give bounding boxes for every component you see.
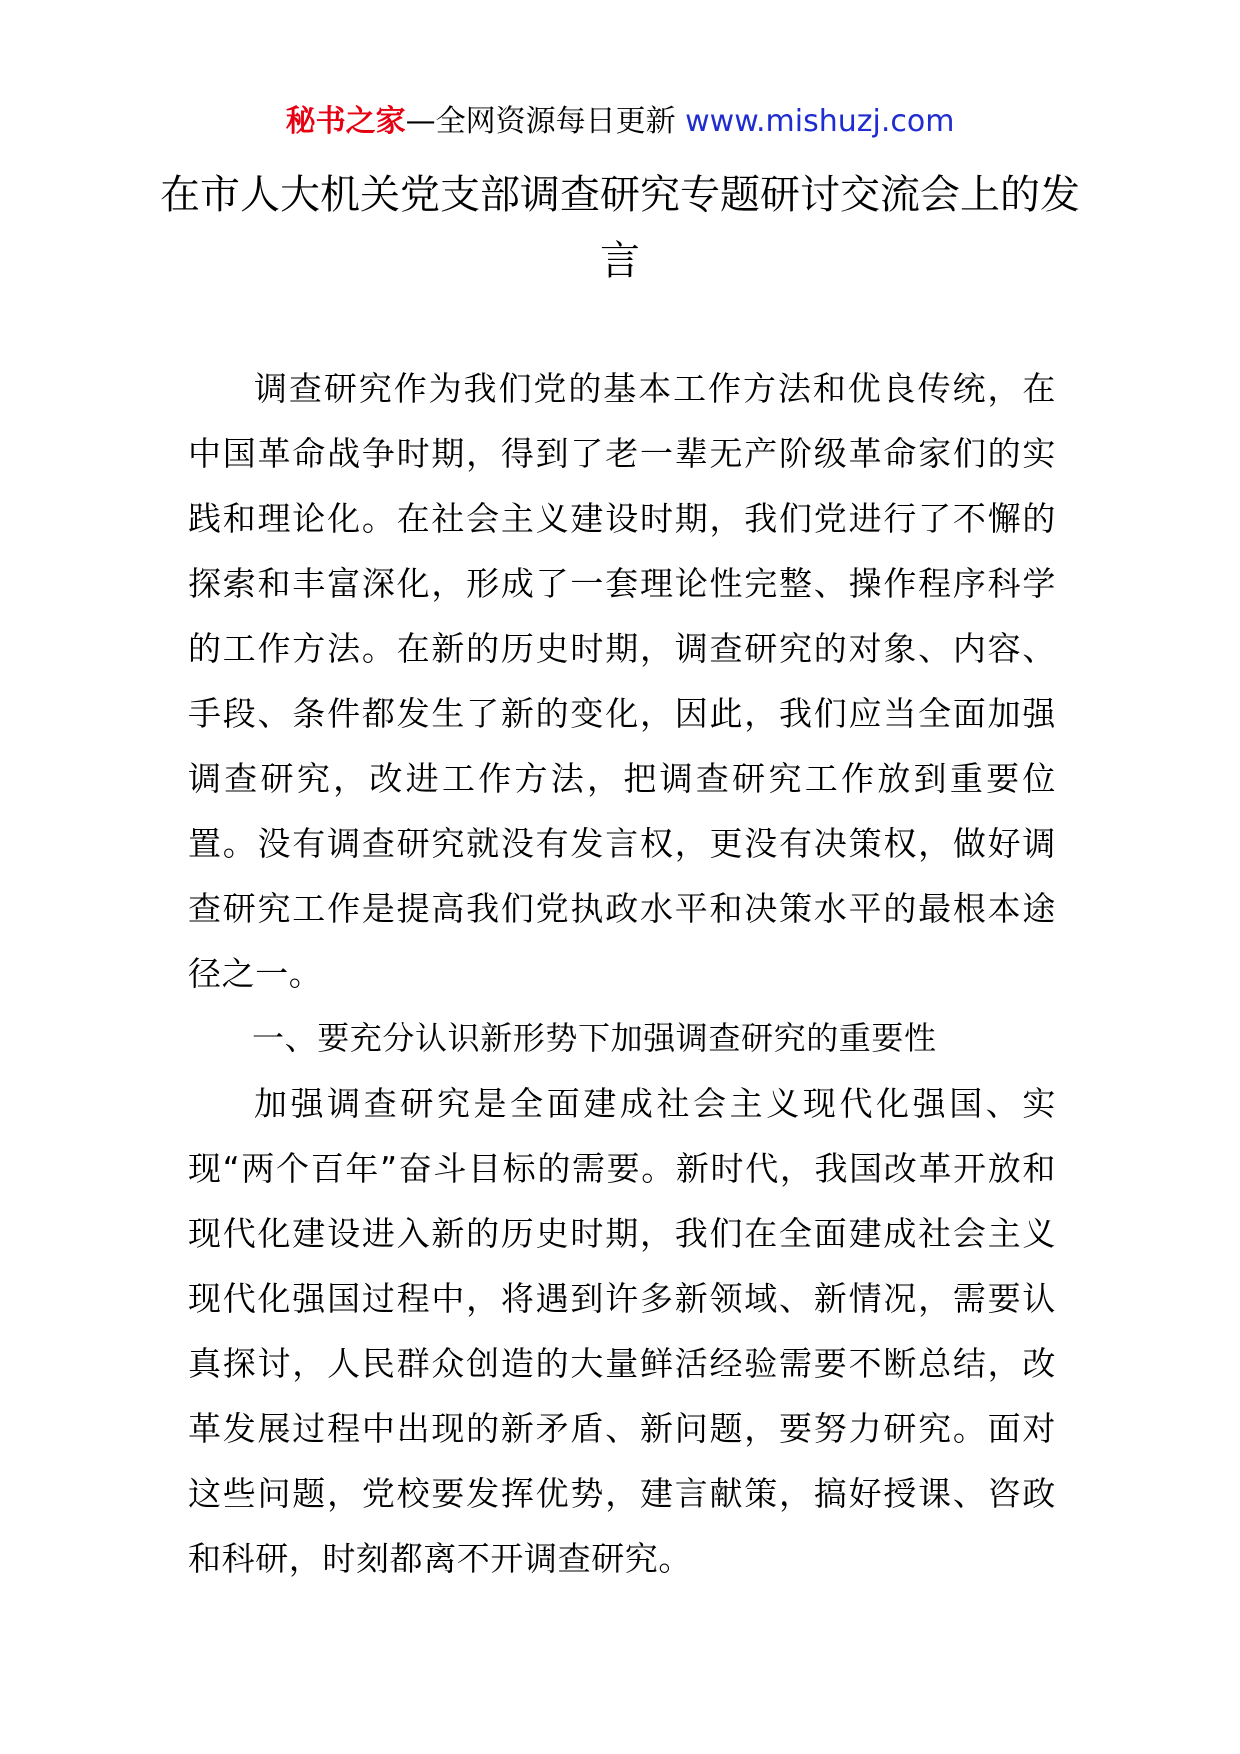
section-heading: 一、要充分认识新形势下加强调查研究的重要性 [252,1019,937,1057]
document-body [188,356,1056,1591]
document-title: 在市人大机关党支部调查研究专题研讨交流会上的发言 [160,172,1080,284]
header-tagline: —全网资源每日更新 [405,104,676,139]
brand-name: 秘书之家 [285,104,406,139]
site-header [0,100,1240,144]
site-url: www.mishuzj.com [685,104,955,139]
body-paragraph: 调查研究作为我们党的基本工作方法和优良传统，在中国革命战争时期，得到了老一辈无产阶级革命家们的实践和理论化。在社会主义建设时期，我们党进行了不懈的探索和丰富深化，形成了一套理论性完整、操作程序科学的工作方法。在新的历史时期，调查研究的对象、内容、手段、条件都发生了新的变化，因此，我们应当全面加强调查研究，改进工作方法，把调查研究工作放到重要位置。没有调查研究就没有发言权，更没有决策权，做好调查研究工作是提高我们党执政水平和决策水平的最根本途径之一。 [188,369,1056,993]
body-paragraph: 加强调查研究是全面建成社会主义现代化强国、实现“两个百年”奋斗目标的需要。新时代，我国改革开放和现代化建设进入新的历史时期，我们在全面建成社会主义现代化强国过程中，将遇到许多新领域、新情况，需要认真探讨，人民群众创造的大量鲜活经验需要不断总结，改革发展过程中出现的新矛盾、新问题，要努力研究。面对这些问题，党校要发挥优势，建言献策，搞好授课、咨政和科研，时刻都离不开调查研究。 [188,1084,1056,1578]
